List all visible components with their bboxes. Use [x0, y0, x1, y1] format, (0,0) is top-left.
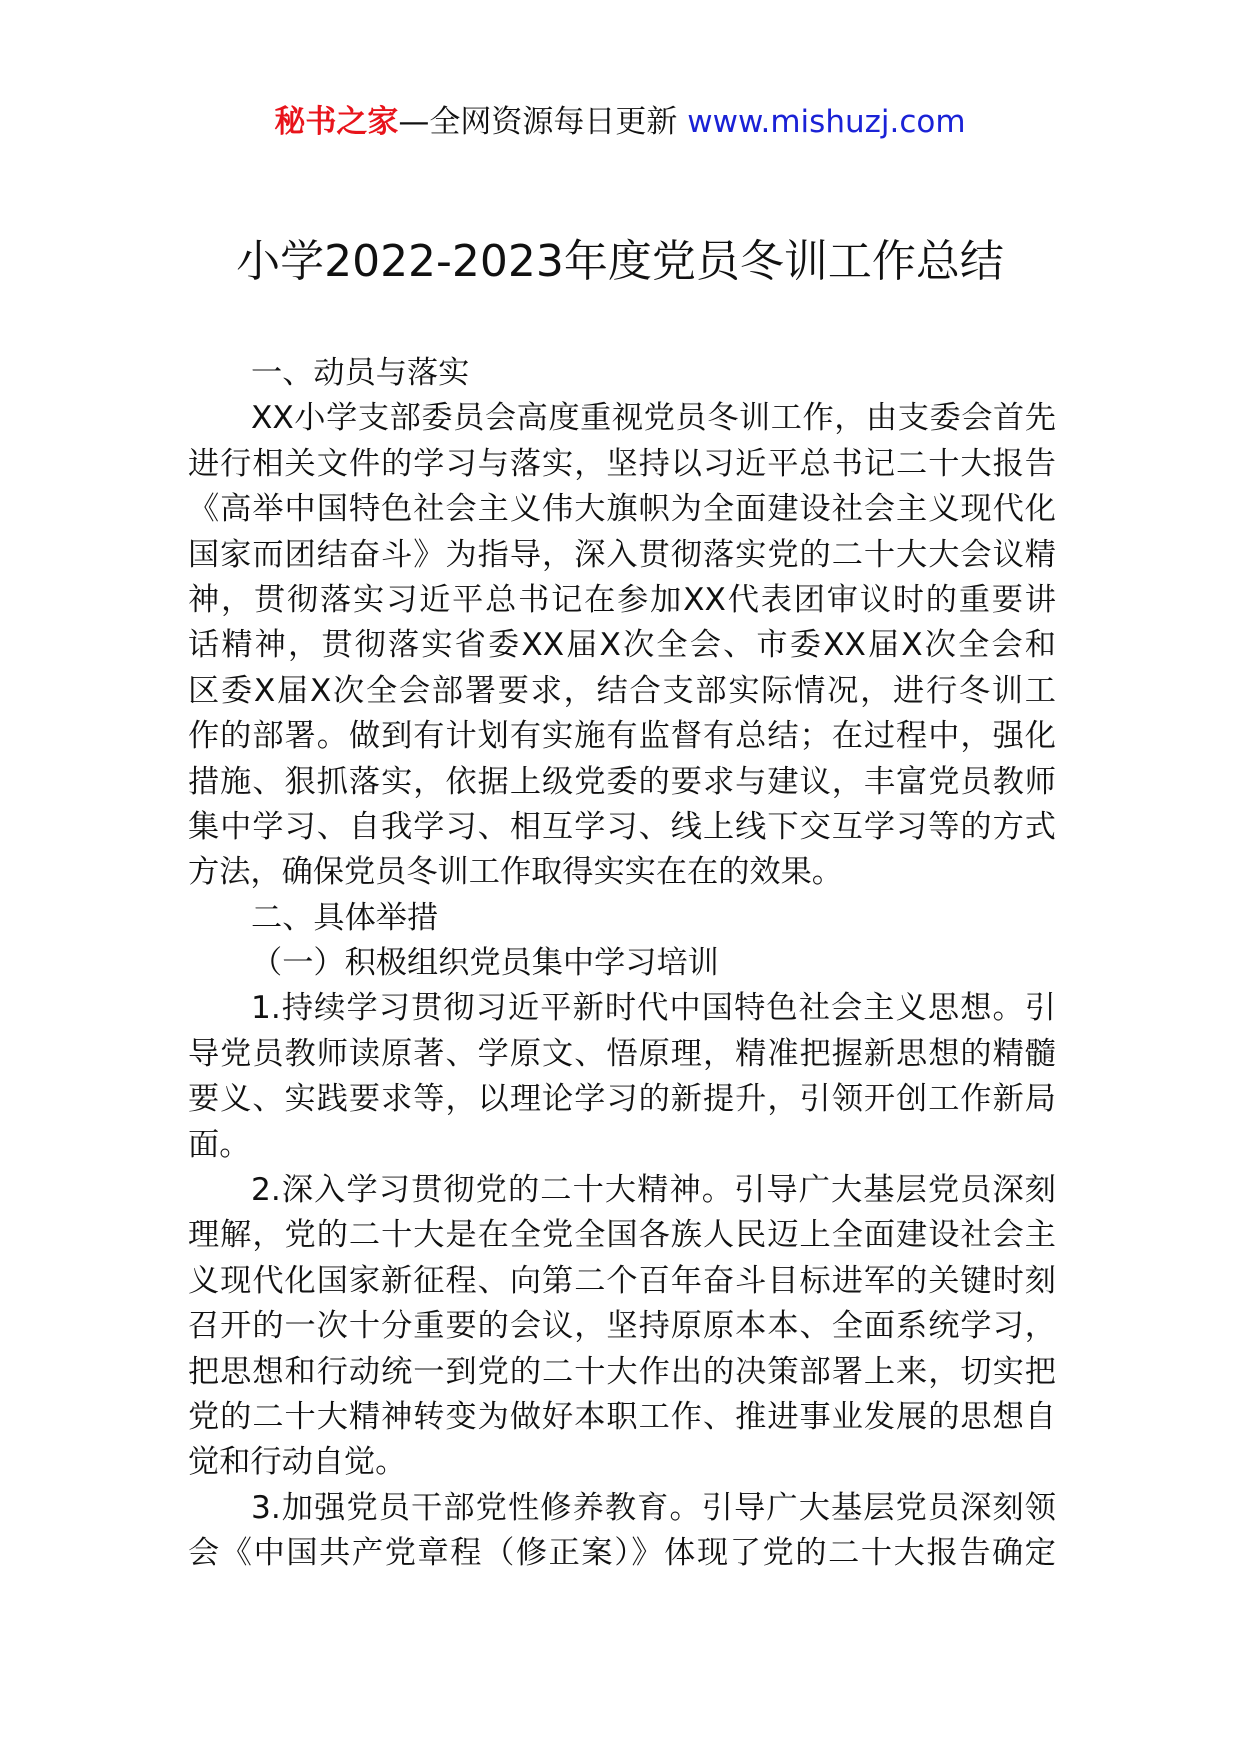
- paragraph-line: 集中学习、自我学习、相互学习、线上线下交互学习等的方式: [188, 808, 1056, 845]
- paragraph-line: 觉和行动自觉。: [188, 1444, 407, 1481]
- document-body: [188, 351, 1056, 1577]
- paragraph-line: 作的部署。做到有计划有实施有监督有总结；在过程中，强化: [188, 718, 1056, 755]
- paragraph-line: 话精神，贯彻落实省委XX届X次全会、市委XX届X次全会和: [188, 627, 1056, 664]
- paragraph-line: 党的二十大精神转变为做好本职工作、推进事业发展的思想自: [188, 1398, 1056, 1435]
- paragraph-line: 面。: [188, 1126, 251, 1163]
- site-url-link[interactable]: www.mishuzj.com: [687, 104, 966, 140]
- paragraph-line: 措施、狠抓落实，依据上级党委的要求与建议，丰富党员教师: [188, 763, 1056, 800]
- section-heading: 一、动员与落实: [251, 355, 470, 391]
- paragraph-line: 要义、实践要求等，以理论学习的新提升，引领开创工作新局: [188, 1081, 1056, 1118]
- paragraph-line: 3.加强党员干部党性修养教育。引导广大基层党员深刻领: [251, 1489, 1056, 1526]
- paragraph-line: XX小学支部委员会高度重视党员冬训工作，由支委会首先: [251, 400, 1056, 437]
- paragraph-line: 义现代化国家新征程、向第二个百年奋斗目标进军的关键时刻: [188, 1262, 1056, 1299]
- paragraph-line: 召开的一次十分重要的会议，坚持原原本本、全面系统学习，: [188, 1308, 1056, 1345]
- paragraph-line: 方法，确保党员冬训工作取得实实在在的效果。: [188, 854, 843, 891]
- paragraph-line: 国家而团结奋斗》为指导，深入贯彻落实党的二十大大会议精: [188, 536, 1056, 573]
- document-title: 小学2022-2023年度党员冬训工作总结: [236, 236, 1004, 287]
- paragraph-line: 区委X届X次全会部署要求，结合支部实际情况，进行冬训工: [188, 672, 1056, 709]
- paragraph-line: 2.深入学习贯彻党的二十大精神。引导广大基层党员深刻: [251, 1172, 1056, 1209]
- section-heading: 二、具体举措: [251, 899, 439, 936]
- paragraph-line: 进行相关文件的学习与落实，坚持以习近平总书记二十大报告: [188, 445, 1056, 482]
- header-tagline: —全网资源每日更新: [398, 104, 678, 140]
- paragraph-line: 理解，党的二十大是在全党全国各族人民迈上全面建设社会主: [188, 1217, 1056, 1254]
- paragraph-line: 神，贯彻落实习近平总书记在参加XX代表团审议时的重要讲: [188, 581, 1056, 618]
- header-banner: [0, 102, 1240, 142]
- paragraph-line: 会《中国共产党章程（修正案）》体现了党的二十大报告确定: [188, 1535, 1056, 1572]
- brand-name: 秘书之家: [274, 104, 399, 140]
- paragraph-line: 导党员教师读原著、学原文、悟原理，精准把握新思想的精髓: [188, 1035, 1056, 1072]
- paragraph-line: 《高举中国特色社会主义伟大旗帜为全面建设社会主义现代化: [188, 491, 1056, 528]
- paragraph-line: 1.持续学习贯彻习近平新时代中国特色社会主义思想。引: [251, 990, 1056, 1027]
- paragraph-line: 把思想和行动统一到党的二十大作出的决策部署上来，切实把: [188, 1353, 1056, 1390]
- subsection-heading: （一）积极组织党员集中学习培训: [251, 945, 719, 982]
